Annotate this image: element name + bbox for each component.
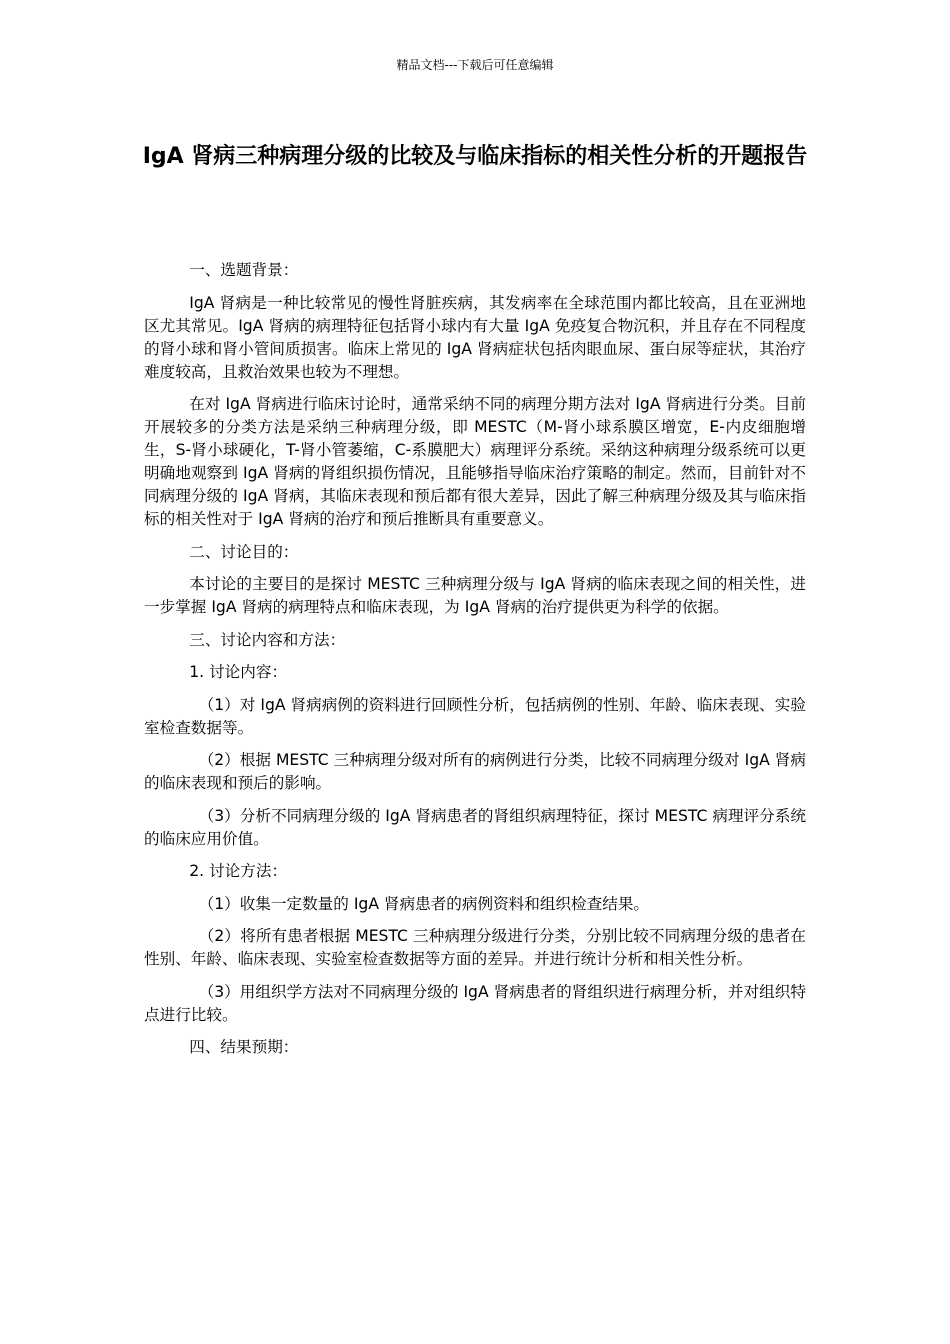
methods-item: （1）收集一定数量的 IgA 肾病患者的病例资料和组织检查结果。: [198, 894, 650, 913]
background-paragraph-1: IgA 肾病是一种比较常见的慢性肾脏疾病，其发病率在全球范围内都比较高，且在亚洲地区尤其常见。IgA 肾病的病理特征包括肾小球内有大量 IgA 免疫复合物沉积，并且存在不同程度的肾小球和肾小管间质损害。临床上常见的 IgA 肾病症状包括肉眼血尿、蛋白尿等症状，其治疗难度较高，且救治效果也较为不理想。: [144, 293, 806, 381]
background-paragraph-2: 在对 IgA 肾病进行临床讨论时，通常采纳不同的病理分期方法对 IgA 肾病进行分类。目前开展较多的分类方法是采纳三种病理分级，即 MESTC（M-肾小球系膜区增宽，E-内皮细胞增生，S-肾小球硬化，T-肾小管萎缩，C-系膜肥大）病理评分系统。采纳这种病理分级系统可以更明确地观察到 IgA 肾病的肾组织损伤情况，且能够指导临床治疗策略的制定。然而，目前针对不同病理分级的 IgA 肾病，其临床表现和预后都有很大差异，因此了解三种病理分级及其与临床指标的相关性对于 IgA 肾病的治疗和预后推断具有重要意义。: [144, 395, 806, 528]
document-title: IgA 肾病三种病理分级的比较及与临床指标的相关性分析的开题报告: [142, 144, 808, 169]
document-body: [144, 259, 806, 1069]
section-heading-content-methods: 三、讨论内容和方法：: [189, 630, 346, 649]
methods-item: （3）用组织学方法对不同病理分级的 IgA 肾病患者的肾组织进行病理分析，并对组织特点进行比较。: [144, 982, 806, 1024]
content-item: （1）对 IgA 肾病病例的资料进行回顾性分析，包括病例的性别、年龄、临床表现、实验室检查数据等。: [144, 695, 806, 737]
methods-item: （2）将所有患者根据 MESTC 三种病理分级进行分类，分别比较不同病理分级的患者在性别、年龄、临床表现、实验室检查数据等方面的差异。并进行统计分析和相关性分析。: [144, 927, 806, 968]
content-item: （2）根据 MESTC 三种病理分级对所有的病例进行分类，比较不同病理分级对 IgA 肾病的临床表现和预后的影响。: [144, 751, 806, 792]
header-note: 精品文档---下载后可任意编辑: [396, 58, 554, 72]
section-heading-results: 四、结果预期：: [189, 1038, 299, 1056]
content-item: （3）分析不同病理分级的 IgA 肾病患者的肾组织病理特征，探讨 MESTC 病理评分系统的临床应用价值。: [144, 806, 806, 848]
subheading-methods: 2. 讨论方法：: [189, 862, 288, 880]
section-heading-background: 一、选题背景：: [189, 261, 299, 279]
section-heading-purpose: 二、讨论目的：: [189, 542, 299, 561]
purpose-paragraph: 本讨论的主要目的是探讨 MESTC 三种病理分级与 IgA 肾病的临床表现之间的相关性，进一步掌握 IgA 肾病的病理特点和临床表现，为 IgA 肾病的治疗提供更为科学的依据。: [144, 575, 806, 616]
subheading-content: 1. 讨论内容：: [189, 663, 288, 681]
